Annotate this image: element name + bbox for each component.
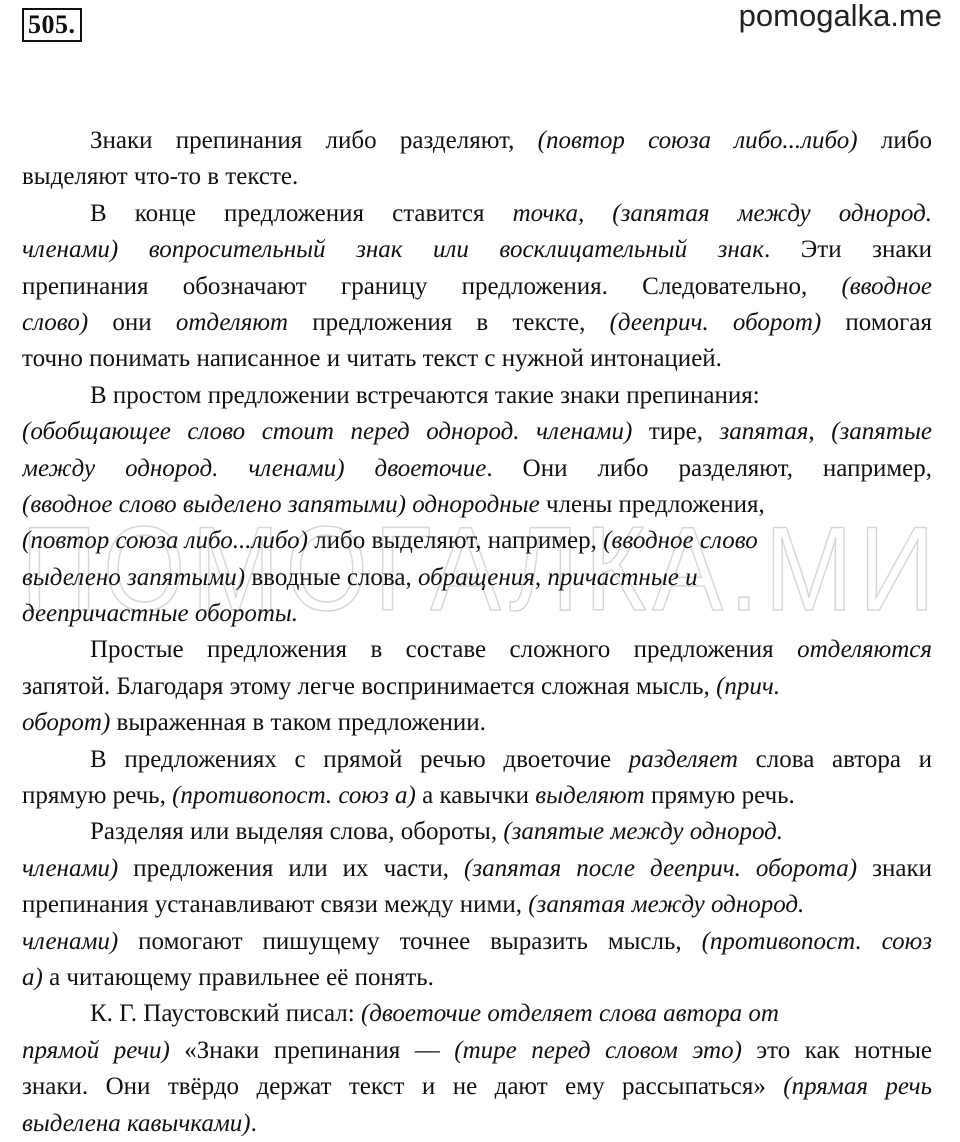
text-line: [22, 632, 932, 668]
text-segment: слова автора и: [737, 745, 932, 773]
italic-annotation: (дееприч. оборот): [609, 308, 822, 336]
text-line: [22, 778, 932, 814]
text-line: [22, 960, 932, 996]
text-segment: либо выделяют, например,: [307, 527, 604, 555]
italic-annotation: выделяют: [535, 782, 645, 810]
text-segment: помогая: [821, 308, 932, 336]
text-line: [22, 123, 932, 159]
text-line: [22, 378, 932, 414]
italic-annotation: (повтор союза либо...либо): [22, 527, 308, 555]
text-line: [22, 1106, 932, 1142]
text-line: [22, 269, 932, 305]
text-segment: знаки: [857, 854, 932, 882]
text-segment: члены предложения,: [539, 490, 765, 518]
italic-annotation: членами): [22, 854, 119, 882]
text-line: [22, 814, 932, 850]
text-line: [22, 851, 932, 887]
text-line: [22, 232, 932, 268]
italic-annotation: (повтор союза либо...либо): [537, 127, 858, 154]
italic-annotation: оборот): [22, 709, 111, 737]
text-line: [22, 487, 932, 523]
exercise-number: 505.: [22, 8, 82, 42]
text-line: [22, 305, 932, 341]
text-line: [22, 996, 932, 1032]
italic-annotation: (запятые: [831, 418, 932, 446]
text-segment: они: [88, 308, 176, 336]
text-line: [22, 159, 932, 195]
watermark-text: ПОМОГАЛКА.МИ: [21, 502, 941, 632]
text-line: [22, 669, 932, 705]
text-line: [22, 414, 932, 450]
text-segment: запятой. Благодаря этому легче воспринимается сложная мысль,: [22, 672, 717, 700]
italic-annotation: между однород. членами) двоеточие: [22, 454, 487, 482]
italic-annotation: (противопост. союз а): [172, 782, 416, 810]
text-segment: либо: [857, 127, 932, 154]
text-segment: предложения или их части,: [118, 854, 465, 882]
italic-annotation: (запятая между однород.: [528, 891, 805, 919]
text-segment: это как нотные: [741, 1036, 932, 1064]
text-segment: точно понимать написанное и читать текст с нужной интонацией.: [22, 345, 722, 373]
text-segment: прямую речь,: [22, 782, 173, 810]
italic-annotation: точка, (запятая между однород.: [512, 199, 932, 227]
text-segment: . Они либо разделяют, например,: [486, 454, 932, 482]
italic-annotation: отделяются: [797, 636, 932, 664]
site-name: pomogalka.me: [738, 0, 942, 33]
text-segment: выраженная в таком предложении.: [110, 709, 486, 737]
italic-annotation: деепричастные обороты.: [22, 600, 299, 628]
italic-annotation: а): [22, 963, 43, 991]
text-segment: препинания устанавливают связи между ними,: [22, 891, 529, 919]
text-segment: Разделяя или выделяя слова, обороты,: [90, 818, 504, 846]
exercise-text: [22, 123, 932, 1142]
text-segment: К. Г. Паустовский писал:: [90, 1000, 361, 1028]
text-line: [22, 1033, 932, 1069]
text-line: [22, 742, 932, 778]
text-segment: предложения в тексте,: [288, 308, 610, 336]
text-segment: В конце предложения ставится: [90, 199, 513, 227]
text-line: [22, 341, 932, 377]
italic-annotation: выделена кавычками): [22, 1109, 251, 1137]
italic-annotation: (вводное: [841, 272, 932, 300]
text-line: [22, 523, 932, 559]
italic-annotation: слово): [22, 308, 89, 336]
italic-annotation: членами) вопросительный знак или восклицательный знак: [22, 236, 764, 264]
text-line: [22, 705, 932, 741]
italic-annotation: прямой речи): [22, 1036, 170, 1064]
text-segment: «Знаки препинания —: [169, 1036, 455, 1064]
text-line: [22, 196, 932, 232]
text-segment: препинания обозначают границу предложения. Следовательно,: [22, 272, 842, 300]
italic-annotation: (прич.: [716, 672, 781, 700]
italic-annotation: отделяют: [175, 308, 289, 336]
text-line: [22, 924, 932, 960]
text-line: [22, 596, 932, 632]
italic-annotation: (вводное слово: [603, 527, 758, 555]
text-line: [22, 451, 932, 487]
text-segment: В простом предложении встречаются такие знаки препинания:: [90, 381, 760, 409]
text-line: [22, 887, 932, 923]
text-segment: помогают пишущему точнее выразить мысль,: [118, 927, 702, 955]
text-segment: а читающему правильнее её понять.: [42, 963, 434, 991]
text-segment: знаки. Они твёрдо держат текст и не дают ему рассыпаться»: [22, 1073, 784, 1101]
text-segment: прямую речь.: [644, 782, 795, 810]
text-segment: .: [250, 1109, 257, 1137]
text-segment: . Эти знаки: [763, 236, 932, 264]
italic-annotation: обращения, причастные и: [417, 563, 698, 591]
italic-annotation: (запятая после дееприч. оборота): [464, 854, 858, 882]
text-segment: а кавычки: [415, 782, 536, 810]
italic-annotation: членами): [22, 927, 119, 955]
italic-annotation: выделено запятыми): [22, 563, 246, 591]
text-segment: Простые предложения в составе сложного предложения: [90, 636, 798, 664]
text-segment: вводные слова,: [245, 563, 418, 591]
text-segment: выделяют что-то в тексте.: [22, 163, 299, 191]
italic-annotation: (тире перед словом это): [454, 1036, 742, 1064]
italic-annotation: разделяет: [628, 745, 738, 773]
italic-annotation: (запятые между однород.: [503, 818, 784, 846]
text-segment: В предложениях с прямой речью двоеточие: [90, 745, 629, 773]
text-line: [22, 1069, 932, 1105]
italic-annotation: (двоеточие отделяет слова автора от: [360, 1000, 779, 1028]
italic-annotation: (вводное слово выделено запятыми) однородные: [22, 490, 540, 518]
italic-annotation: (прямая речь: [783, 1073, 932, 1101]
text-segment: тире,: [632, 418, 720, 446]
italic-annotation: (обобщающее слово стоит перед однород. членами): [22, 418, 633, 446]
italic-annotation: запятая: [719, 418, 809, 446]
text-segment: Знаки препинания либо разделяют,: [90, 127, 538, 154]
text-line: [22, 560, 932, 596]
italic-annotation: (противопост. союз: [701, 927, 932, 955]
text-segment: ,: [808, 418, 832, 446]
